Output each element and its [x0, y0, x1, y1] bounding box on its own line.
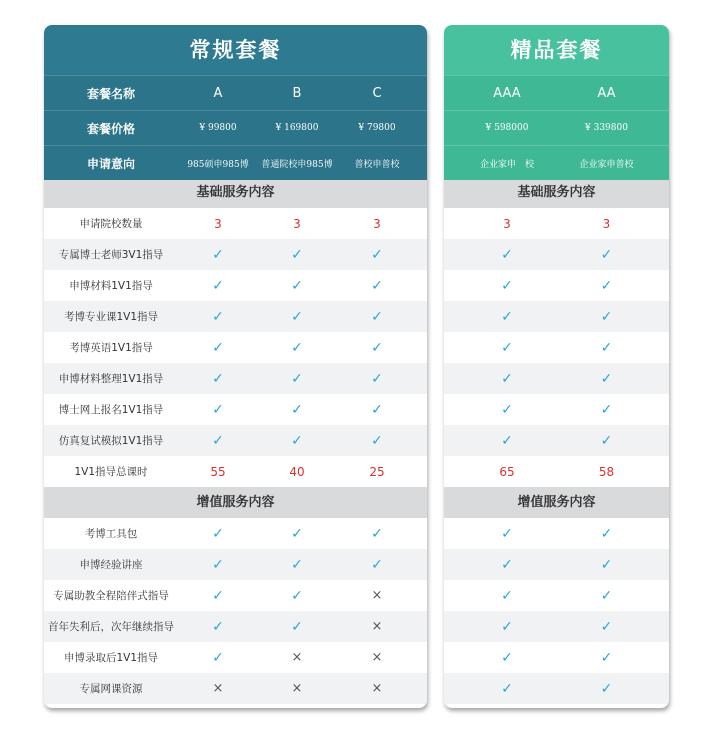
premium-title: 精品套餐 [510, 38, 603, 62]
cross-icon: × [371, 681, 383, 696]
check-icon: ✓ [371, 277, 383, 294]
check-icon: ✓ [501, 277, 513, 294]
row-label: 首年失利后，次年继续指导 [48, 621, 174, 633]
table-row [44, 673, 427, 704]
check-icon: ✓ [371, 339, 383, 356]
check-icon: ✓ [501, 525, 513, 542]
premium-basic-rows [444, 208, 669, 487]
table-row [444, 208, 669, 239]
regular-package-card [44, 25, 427, 708]
table-row [444, 549, 669, 580]
check-icon: ✓ [501, 618, 513, 635]
table-row [444, 363, 669, 394]
check-icon: ✓ [501, 370, 513, 387]
table-row [44, 363, 427, 394]
regular-basic-rows [44, 208, 427, 487]
name-label: 套餐名称 [86, 86, 135, 101]
check-icon: ✓ [212, 556, 224, 573]
check-icon: ✓ [291, 339, 303, 356]
cross-icon: × [371, 650, 383, 665]
check-icon: ✓ [212, 246, 224, 263]
regular-intent-row [44, 145, 427, 180]
row-label: 仿真复试模拟1V1指导 [58, 435, 164, 447]
package-aaa-name: AAA [493, 85, 521, 101]
check-icon: ✓ [212, 339, 224, 356]
cross-icon: × [291, 650, 303, 665]
check-icon: ✓ [501, 308, 513, 325]
check-icon: ✓ [600, 277, 613, 294]
check-icon: ✓ [212, 277, 224, 294]
check-icon: ✓ [212, 525, 224, 542]
package-a-intent: 985硕申985博 [187, 159, 249, 170]
check-icon: ✓ [212, 370, 224, 387]
check-icon: ✓ [212, 308, 224, 325]
cell-value: 55 [210, 464, 226, 479]
row-label: 申请院校数量 [79, 218, 143, 230]
cell-value: 40 [289, 464, 305, 479]
table-row [444, 239, 669, 270]
check-icon: ✓ [371, 308, 383, 325]
intent-label: 申请意向 [86, 156, 135, 171]
check-icon: ✓ [371, 401, 383, 418]
regular-basic-section-header: 基础服务内容 [44, 177, 427, 208]
check-icon: ✓ [600, 649, 613, 666]
table-row [444, 611, 669, 642]
check-icon: ✓ [212, 618, 224, 635]
check-icon: ✓ [600, 308, 613, 325]
table-row [44, 208, 427, 239]
check-icon: ✓ [212, 432, 224, 449]
table-row [44, 270, 427, 301]
check-icon: ✓ [212, 649, 224, 666]
check-icon: ✓ [600, 587, 613, 604]
package-aa-name: AA [597, 85, 616, 101]
table-row [444, 580, 669, 611]
package-aa-intent: 企业家申普校 [579, 159, 634, 170]
table-row [44, 239, 427, 270]
check-icon: ✓ [600, 246, 613, 263]
table-row [444, 332, 669, 363]
table-row [444, 518, 669, 549]
check-icon: ✓ [501, 556, 513, 573]
cross-icon: × [212, 681, 224, 696]
row-label: 考博专业课1V1指导 [63, 311, 159, 323]
check-icon: ✓ [291, 370, 303, 387]
row-label: 专属助教全程陪伴式指导 [53, 590, 169, 602]
package-b-name: B [292, 85, 302, 101]
table-row [444, 270, 669, 301]
cross-icon: × [291, 681, 303, 696]
table-row [44, 518, 427, 549]
row-label: 申博材料整理1V1指导 [58, 373, 164, 385]
table-row [44, 301, 427, 332]
check-icon: ✓ [501, 680, 513, 697]
cross-icon: × [371, 619, 383, 634]
check-icon: ✓ [291, 246, 303, 263]
check-icon: ✓ [291, 587, 303, 604]
check-icon: ✓ [501, 339, 513, 356]
cell-value: 25 [369, 464, 385, 479]
package-b-intent: 普通院校申985博 [261, 159, 333, 170]
row-label: 申博经验讲座 [79, 559, 143, 571]
premium-basic-section-header: 基础服务内容 [444, 177, 669, 208]
row-label: 专属博士老师3V1指导 [58, 249, 164, 261]
package-a-price: ¥ 99800 [199, 123, 237, 133]
premium-intent-row [444, 145, 669, 180]
premium-header [444, 25, 669, 177]
check-icon: ✓ [371, 432, 383, 449]
table-row [44, 425, 427, 456]
check-icon: ✓ [291, 525, 303, 542]
check-icon: ✓ [371, 246, 383, 263]
package-aaa-price: ¥ 598000 [485, 123, 529, 133]
table-row [44, 642, 427, 673]
check-icon: ✓ [291, 277, 303, 294]
package-a-name: A [213, 85, 223, 101]
regular-added-section-header: 增值服务内容 [44, 487, 427, 518]
table-row [444, 673, 669, 704]
cell-value: 3 [293, 216, 301, 231]
check-icon: ✓ [291, 432, 303, 449]
table-row [444, 642, 669, 673]
check-icon: ✓ [600, 401, 613, 418]
row-label: 1V1指导总课时 [74, 466, 148, 478]
premium-added-rows [444, 518, 669, 704]
table-row [44, 611, 427, 642]
package-b-price: ¥ 169800 [275, 123, 319, 133]
package-c-intent: 普校申普校 [354, 159, 400, 170]
check-icon: ✓ [371, 525, 383, 542]
regular-name-row [44, 75, 427, 110]
check-icon: ✓ [600, 556, 613, 573]
premium-price-row [444, 110, 669, 145]
cell-value: 3 [214, 216, 222, 231]
check-icon: ✓ [501, 401, 513, 418]
package-c-price: ¥ 79800 [358, 123, 396, 133]
table-row [444, 301, 669, 332]
cell-value: 3 [602, 216, 611, 231]
check-icon: ✓ [600, 432, 613, 449]
check-icon: ✓ [212, 587, 224, 604]
check-icon: ✓ [501, 432, 513, 449]
regular-title: 常规套餐 [189, 38, 282, 62]
check-icon: ✓ [600, 680, 613, 697]
table-row [444, 456, 669, 487]
row-label: 考博英语1V1指导 [69, 342, 153, 354]
premium-added-section-header: 增值服务内容 [444, 487, 669, 518]
row-label: 申博录取后1V1指导 [63, 652, 159, 664]
check-icon: ✓ [291, 556, 303, 573]
price-label: 套餐价格 [86, 121, 135, 136]
check-icon: ✓ [291, 308, 303, 325]
check-icon: ✓ [600, 618, 613, 635]
table-row [444, 425, 669, 456]
table-row [44, 456, 427, 487]
check-icon: ✓ [501, 246, 513, 263]
cross-icon: × [371, 588, 383, 603]
regular-added-rows [44, 518, 427, 704]
check-icon: ✓ [501, 649, 513, 666]
row-label: 专属网课资源 [79, 683, 143, 695]
check-icon: ✓ [212, 401, 224, 418]
row-label: 博士网上报名1V1指导 [58, 404, 164, 416]
check-icon: ✓ [600, 525, 613, 542]
check-icon: ✓ [501, 587, 513, 604]
check-icon: ✓ [371, 370, 383, 387]
check-icon: ✓ [371, 556, 383, 573]
package-aaa-intent: 企业家申 校 [479, 159, 534, 170]
table-row [44, 394, 427, 425]
check-icon: ✓ [600, 339, 613, 356]
package-aa-price: ¥ 339800 [585, 123, 628, 133]
cell-value: 58 [598, 464, 615, 479]
row-label: 申博材料1V1指导 [69, 280, 153, 292]
check-icon: ✓ [600, 370, 613, 387]
check-icon: ✓ [291, 401, 303, 418]
package-c-name: C [372, 85, 382, 101]
regular-price-row [44, 110, 427, 145]
row-label: 考博工具包 [84, 528, 138, 540]
table-row [44, 332, 427, 363]
table-row [44, 580, 427, 611]
cell-value: 3 [503, 216, 511, 231]
premium-package-card [444, 25, 669, 708]
premium-name-row [444, 75, 669, 110]
cell-value: 65 [499, 464, 515, 479]
regular-header [44, 25, 427, 177]
check-icon: ✓ [291, 618, 303, 635]
table-row [44, 549, 427, 580]
cell-value: 3 [373, 216, 381, 231]
table-row [444, 394, 669, 425]
